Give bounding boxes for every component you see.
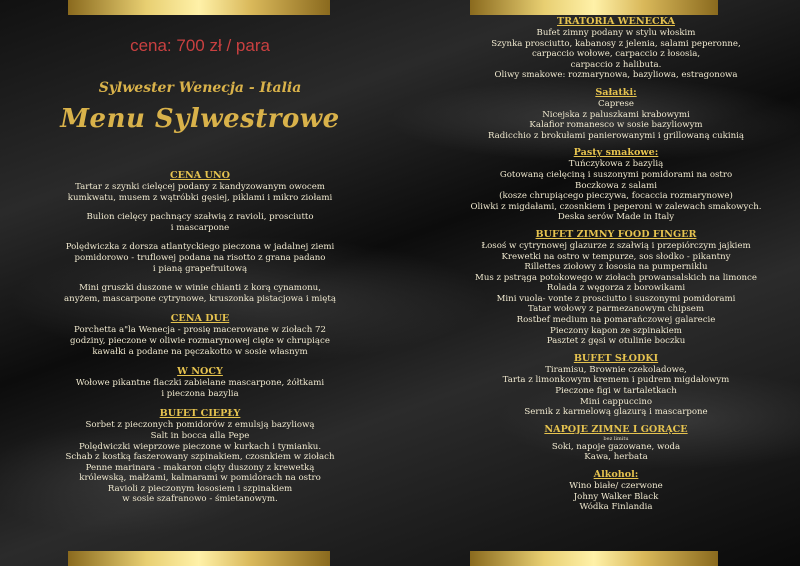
menu-item-line: Penne marinara - makaron cięty duszony z krewetką <box>85 462 315 473</box>
gold-bar-bottom-left <box>68 551 330 566</box>
section-title: BUFET CIEPŁY <box>159 408 241 420</box>
menu-item-line: Rostbef medium na pomarańczowej galarecie <box>516 315 716 326</box>
section-title: Pasty smakowe: <box>573 147 659 159</box>
menu-item-line: Bulion cielęcy pachnący szałwią z ravioli, prosciutto <box>86 212 314 223</box>
menu-item-line: Mini cappuccino <box>579 396 653 407</box>
menu-item-line: Soki, napoje gazowane, woda <box>551 441 681 452</box>
menu-item-line: kumkwatu, musem z wątróbki gęsiej, piklami i mikro ziołami <box>67 192 333 203</box>
menu-item-line: Mini gruszki duszone w winie chianti z korą cynamonu, <box>79 283 321 294</box>
menu-section-tratoria-wenecka <box>462 16 770 81</box>
section-title: BUFET ZIMNY FOOD FINGER <box>535 228 697 240</box>
menu-section-cena-uno <box>60 170 340 304</box>
menu-item-line: Łosoś w cytrynowej glazurze z szałwią i przepiórczym jajkiem <box>481 240 751 251</box>
menu-item-line: Tiramisu, Brownie czekoladowe, <box>545 364 687 375</box>
menu-item-line: Pasztet z gęsi w otulinie boczku <box>546 336 686 347</box>
menu-item-line: i pianą grapefruitową <box>152 263 248 274</box>
menu-item-line: kawałki a podane na pęczakotto w sosie własnym <box>92 346 308 357</box>
menu-item-line: Rolada z węgorza z borowikami <box>546 283 686 294</box>
menu-item-line: Pieczone figi w tartaletkach <box>555 386 677 397</box>
price-label: cena: 700 zł / para <box>130 36 270 55</box>
menu-item-line: (kosze chrupiącego pieczywa, focaccia rozmarynowe) <box>499 191 733 202</box>
menu-section-napoje-zimne-i-gorace <box>462 424 770 463</box>
menu-item-line: pomidorowo - truflowej podana na risotto z grana padano <box>74 252 326 263</box>
menu-item-line: Salt in bocca alla Pepe <box>150 430 250 441</box>
menu-item-line: Kawa, herbata <box>584 452 648 463</box>
menu-section-bufet-cieply <box>60 408 340 505</box>
section-title: NAPOJE ZIMNE I GORĄCE <box>544 423 688 435</box>
menu-item-line: Polędwiczki wieprzowe pieczone w kurkach i tymianku. <box>78 441 322 452</box>
menu-section-alkohol <box>462 469 770 513</box>
section-title: CENA DUE <box>170 313 230 325</box>
section-title: CENA UNO <box>170 170 230 181</box>
menu-item-line: w sosie szafranowo - śmietanowym. <box>122 494 278 505</box>
menu-item-line: Porchetta a"la Wenecja - prosię macerowane w ziołach 72 <box>74 325 326 336</box>
left-menu-column <box>60 170 340 505</box>
menu-title: Menu Sylwestrowe <box>60 104 340 134</box>
menu-item-line: Sernik z karmelową glazurą i mascarpone <box>524 407 708 418</box>
menu-item-line: Sorbet z pieczonych pomidorów z emulsją bazyliową <box>85 420 315 431</box>
menu-item-line: Bufet zimny podany w stylu włoskim <box>536 28 696 38</box>
menu-item-line: carpaccio wołowe, carpaccio z łososia, <box>531 49 701 60</box>
gold-bar-bottom-right <box>470 551 718 566</box>
spacer <box>60 203 340 212</box>
menu-item-line: Rillettes ziołowy z łososia na pumperniklu <box>524 262 708 273</box>
section-title: Sałatki: <box>595 86 637 98</box>
menu-section-w-nocy <box>60 366 340 399</box>
menu-item-line: i pieczona bazylia <box>161 388 239 399</box>
menu-item-line: i mascarpone <box>170 222 230 233</box>
gold-bar-top-right <box>470 0 718 15</box>
menu-item-line: Tartar z szynki cielęcej podany z kandyzowanym owocem <box>75 182 325 192</box>
menu-item-line: Deska serów Made in Italy <box>557 212 675 223</box>
menu-item-line: Caprese <box>598 98 634 109</box>
section-title: Alkohol: <box>593 469 639 480</box>
menu-item-line: Krewetki na ostro w tempurze, sos słodko - pikantny <box>501 251 731 262</box>
menu-item-line: Szynka prosciutto, kabanosy z jelenia, salami peperonne, <box>491 38 741 49</box>
section-note: bez limitu <box>603 435 629 442</box>
menu-item-line: Mus z pstrąga potokowego w ziołach prowansalskich na limonce <box>475 272 757 283</box>
menu-item-line: Schab z kostką faszerowany szpinakiem, czosnkiem w ziołach <box>65 452 335 463</box>
menu-item-line: Boczkowa z salami <box>575 180 657 191</box>
menu-item-line: Polędwiczka z dorsza atlantyckiego pieczona w jadalnej ziemi <box>65 242 335 253</box>
section-title: TRATORIA WENECKA <box>557 16 675 27</box>
menu-item-line: Oliwki z migdałami, czosnkiem i peperoni w zalewach smakowych. <box>470 201 762 212</box>
menu-subtitle: Sylwester Wenecja - Italia <box>98 80 302 96</box>
menu-section-cena-due <box>60 313 340 357</box>
right-menu-column <box>462 16 770 513</box>
menu-section-salatki <box>462 87 770 141</box>
menu-item-line: Gotowaną cielęciną i suszonymi pomidorami na ostro <box>499 169 733 180</box>
menu-item-line: Ravioli z pieczonym łososiem i szpinakiem <box>107 483 293 494</box>
spacer <box>60 233 340 242</box>
menu-item-line: Wołowe pikantne flaczki zabielane mascarpone, żółtkami <box>75 378 325 389</box>
menu-item-line: Tatar wołowy z parmezanowym chipsem <box>528 304 704 315</box>
menu-item-line: godziny, pieczone w oliwie rozmarynowej cięte w chrupiące <box>70 335 330 346</box>
gold-bar-top-left <box>68 0 330 15</box>
menu-item-line: królewską, małżami, kalmarami w pomidorach na ostro <box>79 473 321 484</box>
menu-item-line: Tarta z limonkowym kremem i pudrem migdałowym <box>502 375 730 386</box>
section-title: W NOCY <box>177 366 223 378</box>
menu-section-bufet-slodki <box>462 353 770 418</box>
menu-item-line: Kalafior romanesco w sosie bazyliowym <box>529 120 703 131</box>
menu-item-line: Nicejska z paluszkami krabowymi <box>542 109 690 120</box>
menu-item-line: anyżem, mascarpone cytrynowe, kruszonka pistacjowa i miętą <box>64 293 336 304</box>
menu-section-pasty-smakowe <box>462 147 770 223</box>
menu-item-line: Tuńczykowa z bazylią <box>568 159 664 170</box>
menu-item-line: Oliwy smakowe: rozmarynowa, bazyliowa, estragonowa <box>494 70 738 81</box>
menu-item-line: Radicchio z brokułami panierowanymi i grillowaną cukinią <box>487 130 745 141</box>
menu-item-line: Wódka Finlandia <box>579 502 653 513</box>
menu-section-bufet-zimny-food-finger <box>462 229 770 347</box>
menu-item-line: Wino białe/ czerwone <box>569 481 663 491</box>
spacer <box>60 274 340 283</box>
menu-item-line: Pieczony kapon ze szpinakiem <box>550 325 682 336</box>
section-title: BUFET SŁODKI <box>573 352 659 364</box>
menu-item-line: carpaccio z halibuta. <box>570 59 662 70</box>
menu-item-line: Johny Walker Black <box>573 491 659 502</box>
menu-item-line: Mini vuola- vonte z prosciutto i suszonymi pomidorami <box>496 293 736 304</box>
